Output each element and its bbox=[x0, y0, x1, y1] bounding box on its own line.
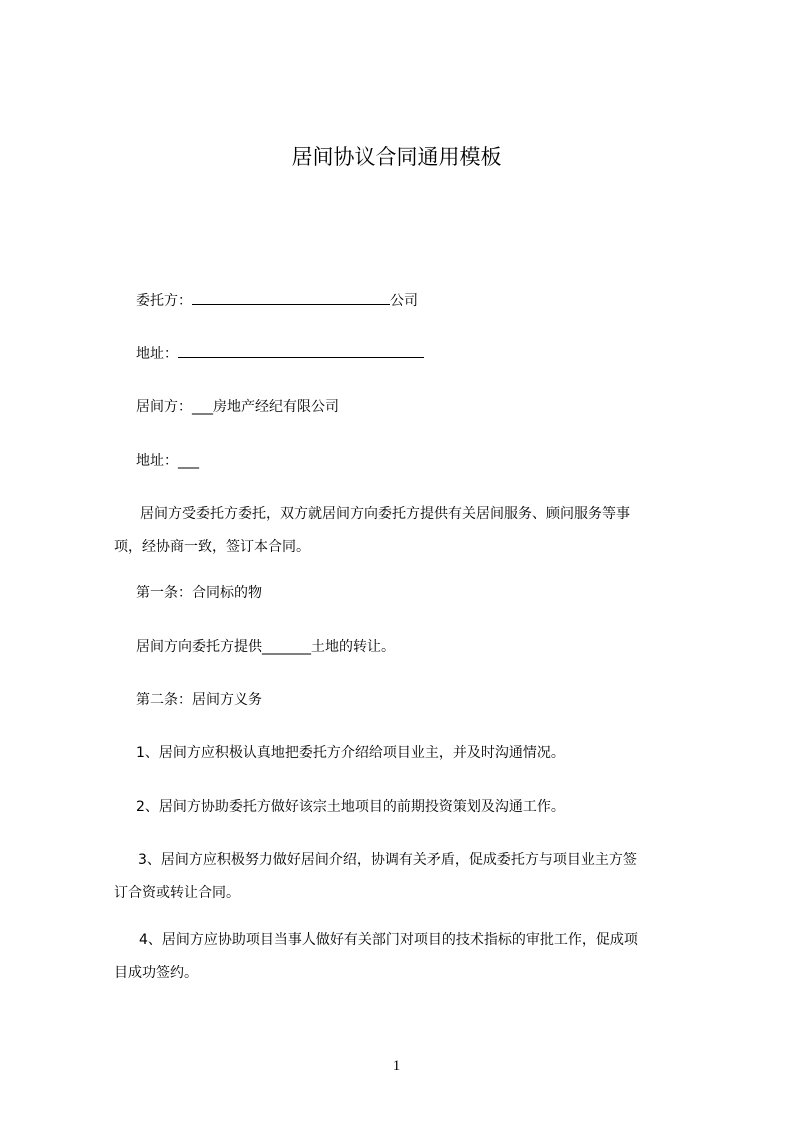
intro-line-1: 居间方受委托方委托，双方就居间方向委托方提供有关居间服务、顾问服务等事 bbox=[140, 506, 630, 522]
article1-content bbox=[136, 637, 395, 657]
broker-address-line bbox=[136, 451, 199, 471]
client-address-line bbox=[136, 343, 424, 364]
article1-content-suffix: 土地的转让。 bbox=[311, 639, 395, 655]
article2-item-3-line-2: 订合资或转让合同。 bbox=[114, 885, 240, 901]
article1-heading: 第一条：合同标的物 bbox=[136, 585, 262, 601]
broker-line bbox=[136, 397, 339, 417]
article2-item-4-line-2: 目成功签约。 bbox=[114, 965, 198, 981]
client-name-blank bbox=[192, 290, 390, 305]
page-number: 1 bbox=[392, 1058, 401, 1074]
client-label: 委托方： bbox=[136, 293, 192, 309]
client-line bbox=[136, 290, 418, 311]
article2-item-3-line-1: 3、居间方应积极努力做好居间介绍，协调有关矛盾，促成委托方与项目业主方签 bbox=[138, 852, 637, 868]
broker-label: 居间方： bbox=[136, 399, 192, 415]
article2-item-4-line-1: 4、居间方应协助项目当事人做好有关部门对项目的技术指标的审批工作，促成项 bbox=[139, 932, 638, 948]
client-address-label: 地址： bbox=[136, 346, 178, 362]
document-title: 居间协议合同通用模板 bbox=[291, 145, 502, 169]
broker-address-blank: ___ bbox=[178, 453, 199, 469]
article2-item-1: 1、居间方应积极认真地把委托方介绍给项目业主，并及时沟通情况。 bbox=[136, 745, 565, 761]
article2-heading: 第二条：居间方义务 bbox=[136, 692, 262, 708]
article2-item-3 bbox=[114, 844, 718, 910]
intro-paragraph bbox=[114, 498, 720, 564]
article2-item-4 bbox=[114, 924, 719, 990]
broker-name: 房地产经纪有限公司 bbox=[213, 399, 339, 415]
client-suffix: 公司 bbox=[390, 293, 418, 309]
article2-item-2: 2、居间方协助委托方做好该宗土地项目的前期投资策划及沟通工作。 bbox=[136, 799, 565, 815]
intro-line-2: 项，经协商一致，签订本合同。 bbox=[114, 539, 310, 555]
client-address-blank bbox=[178, 343, 424, 358]
article1-content-blank: _______ bbox=[262, 639, 311, 655]
broker-blank: ___ bbox=[192, 399, 213, 415]
article1-content-prefix: 居间方向委托方提供 bbox=[136, 639, 262, 655]
broker-address-label: 地址： bbox=[136, 453, 178, 469]
